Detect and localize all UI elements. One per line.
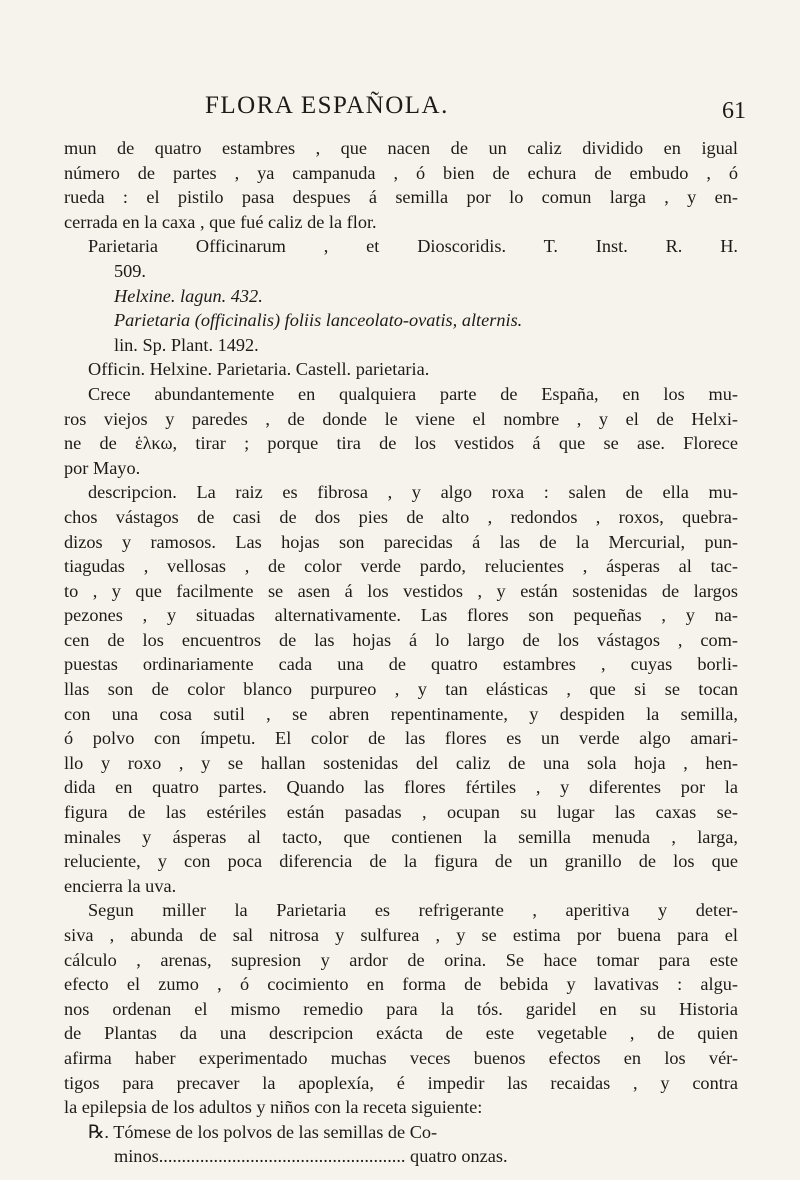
page-number: 61 [722,98,746,124]
text-line: lin. Sp. Plant. 1492. [114,334,259,355]
text-line: to , y que facilmente se asen á los vestidos , y están sostenidas de largos [64,580,738,601]
text-line: pezones , y situadas alternativamente. Las flores son pequeñas , y na- [64,605,738,626]
text-line: por Mayo. [64,457,141,478]
running-head [0,92,800,128]
text-line: cerrada en la caxa , que fué caliz de la flor. [64,211,377,232]
text-line: tigos para precaver la apoplexía, é impedir las recaidas , y contra [64,1072,738,1093]
recipe-dose-line: minos...................................................... quatro onzas. [114,1146,508,1167]
text-line: ó polvo con ímpetu. El color de las flores es un verde algo amari- [64,728,738,749]
text-line: cálculo , arenas, supresion y ardor de orina. Se hace tomar para este [64,949,738,970]
text-line: llas son de color blanco purpureo , y tan elásticas , que si se tocan [64,679,738,700]
text-line: número de partes , ya campanuda , ó bien de echura de embudo , ó [64,162,738,183]
text-line: efecto el zumo , ó cocimiento en forma de bebida y lavativas : algu- [64,974,738,995]
recipe-line: ℞. Tómese de los polvos de las semillas de Co- [88,1121,438,1142]
text-line: 509. [114,260,146,281]
synonym-line: Parietaria (officinalis) foliis lanceolato-ovatis, alternis. [114,310,523,331]
synonym-line: Helxine. lagun. 432. [114,285,263,306]
text-line: encierra la uva. [64,875,177,896]
text-line: chos vástagos de casi de dos pies de alto , redondos , roxos, quebra- [64,506,738,527]
text-line: Segun miller la Parietaria es refrigerante , aperitiva y deter- [88,900,738,921]
text-line: reluciente, y con poca diferencia de la figura de un granillo de los que [64,851,738,872]
text-line: dida en quatro partes. Quando las flores fértiles , y diferentes por la [64,777,738,798]
text-line: mun de quatro estambres , que nacen de un caliz dividido en igual [64,138,738,158]
text-line: ne de ἑλκω, tirar ; porque tira de los vestidos á que se ase. Florece [64,433,738,454]
text-line: con una cosa sutil , se abren repentinamente, y despiden la semilla, [64,703,738,724]
text-line: figura de las estériles están pasadas , ocupan su lugar las caxas se- [64,802,738,823]
text-line: afirma haber experimentado muchas veces buenos efectos en los vér- [64,1047,738,1068]
text-line: llo y roxo , y se hallan sostenidas del caliz de una sola hoja , hen- [64,752,738,773]
text-line: minales y ásperas al tacto, que contienen la semilla menuda , larga, [64,826,738,847]
text-line: rueda : el pistilo pasa despues á semilla por lo comun larga , y en- [64,187,738,208]
text-line: Crece abundantemente en qualquiera parte de España, en los mu- [88,383,738,404]
text-line: cen de los encuentros de las hojas á lo largo de los vástagos , com- [64,629,738,650]
text-line: la epilepsia de los adultos y niños con la receta siguiente: [64,1097,483,1118]
text-line: dizos y ramosos. Las hojas son parecidas á las de la Mercurial, pun- [64,531,738,552]
text-line: ros viejos y paredes , de donde le viene el nombre , y el de Helxi- [64,408,738,429]
text-line: puestas ordinariamente cada una de quatro estambres , cuyas borli- [64,654,738,675]
running-title: FLORA ESPAÑOLA. [205,92,449,119]
text-line: tiagudas , vellosas , de color verde pardo, relucientes , ásperas al tac- [64,556,738,577]
body-text [64,136,738,1169]
description-heading-line: descripcion. La raiz es fibrosa , y algo roxa : salen de ella mu- [88,482,738,503]
entry-heading-line: Parietaria Officinarum , et Dioscoridis. T. Inst. R. H. [88,236,738,257]
text-line: siva , abunda de sal nitrosa y sulfurea , y se estima por buena para el [64,925,738,945]
synonym-line: Officin. Helxine. Parietaria. Castell. parietaria. [88,359,430,380]
text-line: de Plantas da una descripcion exácta de este vegetable , de quien [64,1023,738,1044]
text-line: nos ordenan el mismo remedio para la tós. garidel en su Historia [64,998,738,1019]
